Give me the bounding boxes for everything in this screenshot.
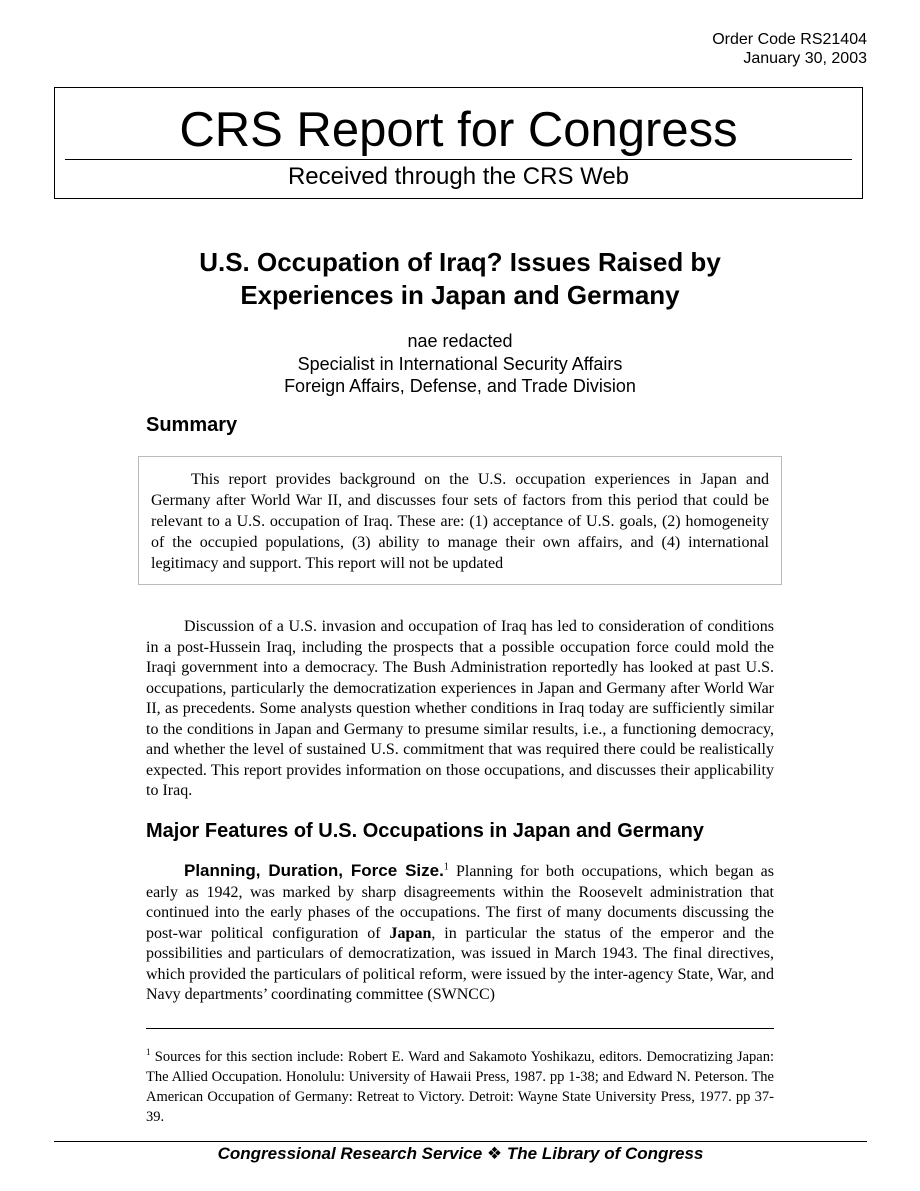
planning-text-after: , in particular the status of the emperor and the possibilities and particulars of democratization, was issued in March 1943. The final directives, which provided the particulars of political reform, were issued by the inter-agency State, War, and Navy departments’ coordinating committee (SWNCC) — [146, 924, 775, 1003]
order-info — [712, 30, 867, 68]
author-title: Specialist in International Security Affairs — [297, 353, 623, 374]
footnote-marker: 1 — [146, 1047, 151, 1058]
order-code: Order Code RS21404 — [712, 31, 867, 48]
masthead-title: CRS Report for Congress — [179, 103, 738, 157]
summary-box — [138, 456, 782, 585]
planning-runin-heading: Planning, Duration, Force Size. — [184, 861, 444, 880]
author-division: Foreign Affairs, Defense, and Trade Division — [284, 376, 636, 396]
planning-paragraph — [146, 861, 774, 1006]
footnote-divider — [146, 1028, 774, 1029]
report-title-line-2: Experiences in Japan and Germany — [240, 280, 680, 310]
report-date: January 30, 2003 — [743, 50, 867, 67]
masthead — [54, 87, 863, 199]
intro-paragraph: Discussion of a U.S. invasion and occupation of Iraq has led to consideration of conditions in a post-Hussein Iraq, including the prospects that a possible occupation force could mold the Iraqi government into a democracy. The Bush Administration reportedly has looked at past U.S. occupations, particularly the democratization experiences in Japan and Germany after World War II, as precedents. Some analysts question whether conditions in Iraq today are sufficiently similar to the conditions in Japan and Germany to presume similar results, i.e., a functioning democracy, and whether the level of sustained U.S. commitment that was required there could be realistically expected. This report provides information on those occupations, and discusses their applicability to Iraq. — [146, 618, 774, 799]
planning-text-before: Planning for both occupations, which began as early as 1942, was marked by sharp disagreements within the Roosevelt administration that continued into the early phases of the occupations. The first of many documents discussing the post-war political configuration of — [146, 863, 775, 942]
author-name: nae redacted — [407, 331, 513, 351]
footnote-reference[interactable]: 1 — [443, 861, 449, 873]
footer-crs: Congressional Research Service — [217, 1144, 483, 1163]
author-block — [90, 330, 830, 398]
footnote — [146, 1047, 774, 1127]
masthead-subtitle: Received through the CRS Web — [287, 163, 630, 190]
report-title — [90, 246, 830, 312]
summary-text: This report provides background on the U.S. occupation experiences in Japan and Germany after World War II, and discusses four sets of factors from this period that could be relevant to a U.S. occupation of Iraq. These are: (1) acceptance of U.S. goals, (2) homogeneity of the occupied populations, (3) ability to manage their own affairs, and (4) international legitimacy and support. This report will not be updated — [151, 471, 769, 572]
section-heading: Major Features of U.S. Occupations in Japan and Germany — [146, 820, 704, 842]
footer — [54, 1144, 867, 1164]
summary-heading: Summary — [146, 414, 238, 436]
diamond-separator-icon: ❖ — [486, 1144, 503, 1163]
planning-emphasis: Japan — [389, 924, 432, 942]
footer-divider — [54, 1141, 867, 1142]
footnote-text: Sources for this section include: Robert E. Ward and Sakamoto Yoshikazu, editors. Democratizing Japan: The Allied Occupation. Honolulu: University of Hawaii Press, 1987. pp 1-38; and Edward N. Peterson. The American Occupation of Germany: Retreat to Victory. Detroit: Wayne State University Press, 1977. pp 37-39. — [146, 1049, 774, 1125]
report-title-line-1: U.S. Occupation of Iraq? Issues Raised by — [199, 247, 721, 277]
masthead-divider — [65, 159, 852, 160]
footer-loc: The Library of Congress — [506, 1144, 704, 1163]
